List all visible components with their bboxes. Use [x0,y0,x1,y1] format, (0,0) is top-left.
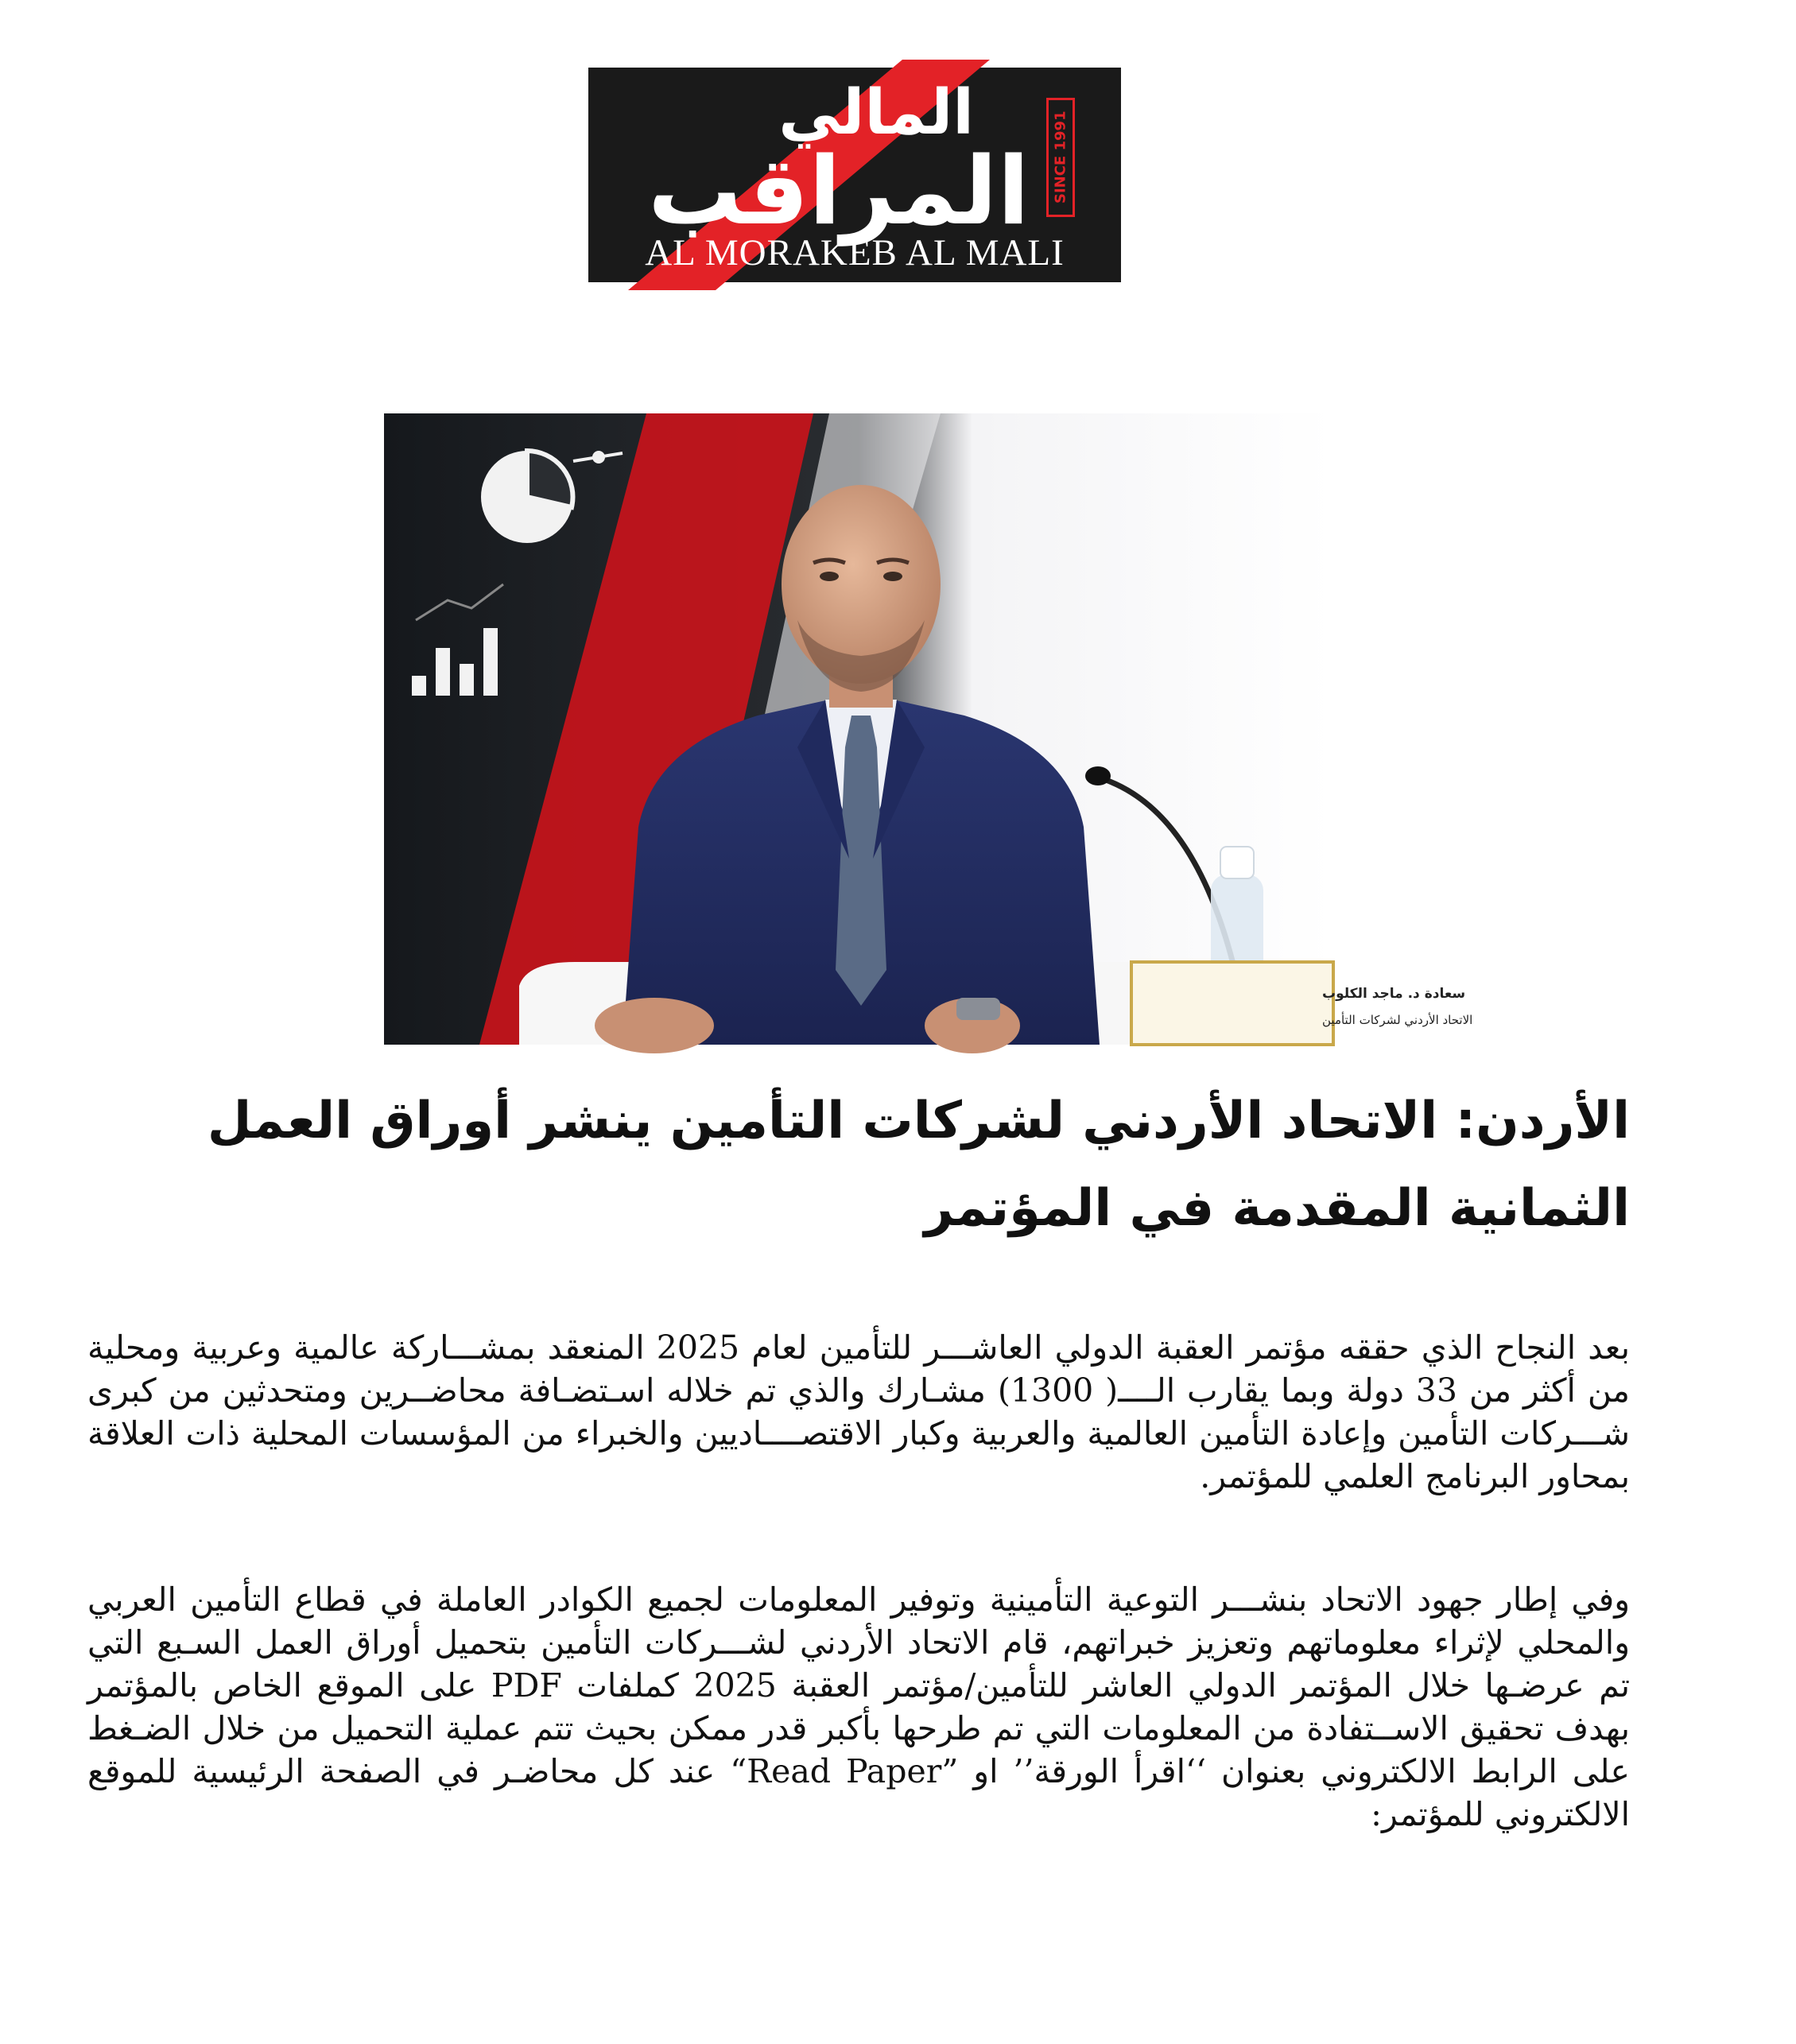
logo-arabic-wordmark [632,77,1045,246]
logo-arabic-main: المراقب [648,136,1030,246]
speaker-nameplate [1131,962,1333,1045]
nameplate-name: سعادة د. ماجد الكلوب [1322,986,1466,1002]
logo-latin-wordmark: AL MORAKEB AL MALI [645,232,1065,273]
nameplate-organization: الاتحاد الأردني لشركات التأمين [1322,1013,1473,1027]
article-headline: الأردن: الاتحاد الأردني لشركات التأمين ينشر أوراق العمل الثمانية المقدمة في المؤتمر [207,1092,1630,1238]
logo-since-badge: SINCE 1991 [1046,98,1075,217]
article-paragraph-2: وفي إطار جهود الاتحاد بنشـــر التوعية التأمينية وتوفير المعلومات لجميع الكوادر العاملة في قطاع التأمين العربي والمحلي لإثراء معلوماتهم وتعزيز خبراتهم، قام الاتحاد الأردني لشـــركات التأمين بتحميل أوراق العمل السـبع التي تم عرضـها خلال المؤتمر الدولي العاشر للتأمين/مؤتمر العقبة 2025 كملفات PDF على الموقع الخاص بالمؤتمر بهدف تحقيق الاســتفادة من المعلومات التي تم طرحها بأكبر قدر ممكن بحيث تتم عملية التحميل من خلال الضـغط على الرابط الالكتروني بعنوان ‘‘اقرأ الورقة’’ او ”Read Paper“ عند كل محاضـر في الصفحة الرئيسية للموقع الالكتروني للمؤتمر: [87,1581,1631,1833]
article-photo [384,413,1473,1045]
article-paragraph-1: بعد النجاح الذي حققه مؤتمر العقبة الدولي العاشـــر للتأمين لعام 2025 المنعقد بمشـــاركة عالمية وعربية ومحلية من أكثر من 33 دولة وبما يقارب الــــ( 1300) مشـارك والذي تم خلاله اسـتضـافة محاضــرين ومتحدثين من كبرى شـــركات التأمين وإعادة التأمين العالمية والعربية وكبار الاقتصــــاديين والخبراء من المؤسسات المحلية ذات العلاقة بمحاور البرنامج العلمي للمؤتمر. [87,1328,1630,1495]
publication-logo[interactable] [588,68,1121,282]
logo-arabic-top: المالي [778,77,974,149]
